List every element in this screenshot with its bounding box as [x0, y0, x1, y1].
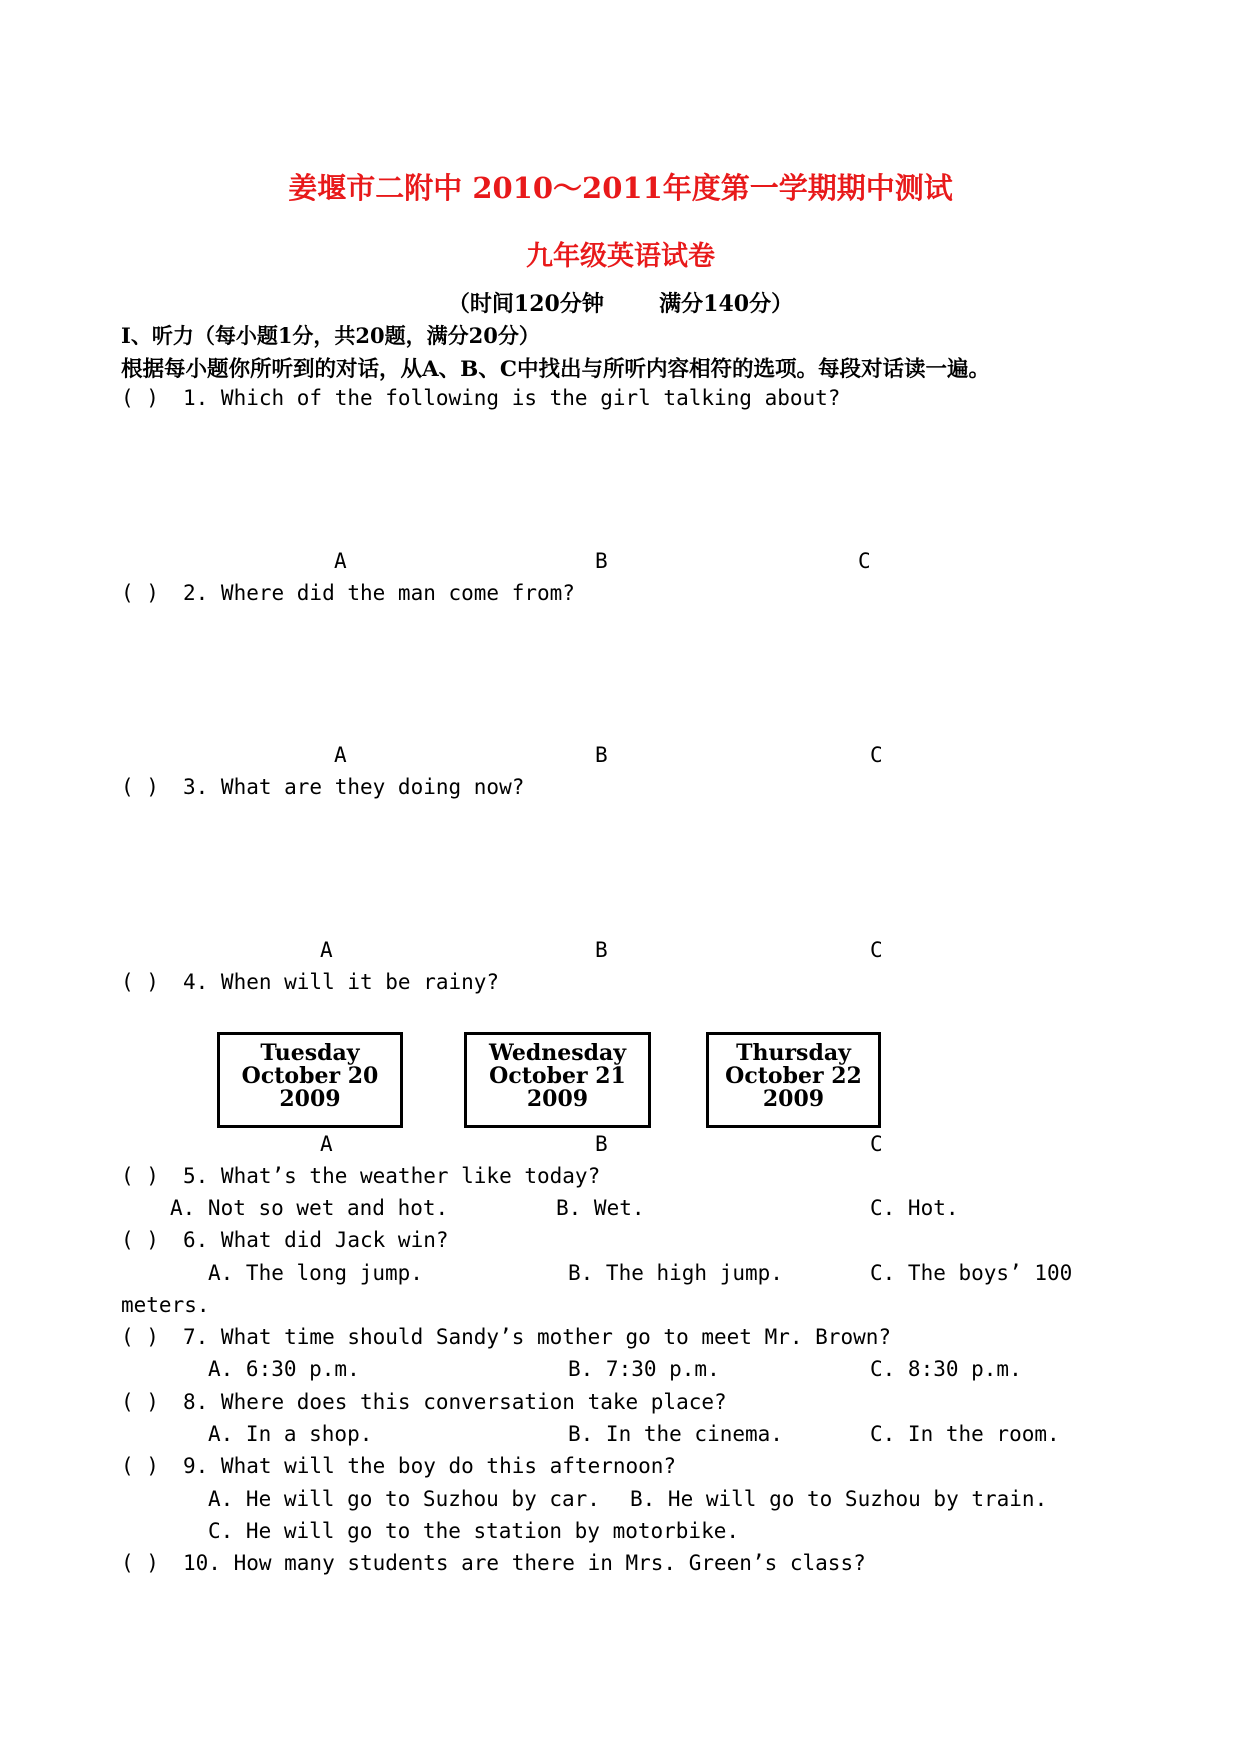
- question-6: [121, 1228, 449, 1252]
- choice-label-b: B: [595, 938, 608, 962]
- option-a: A. In a shop.: [208, 1422, 373, 1446]
- question-8: [121, 1390, 727, 1414]
- option-a: A. He will go to Suzhou by car.: [208, 1487, 600, 1511]
- question-text: 9. What will the boy do this afternoon?: [183, 1454, 677, 1478]
- choice-label-c: C: [870, 1132, 883, 1156]
- question-9: [121, 1454, 676, 1478]
- option-b: B. 7:30 p.m.: [568, 1357, 720, 1381]
- option-c: C. He will go to the station by motorbike.: [208, 1519, 740, 1543]
- date-year: 2009: [762, 1086, 825, 1112]
- choice-label-b: B: [595, 1132, 608, 1156]
- choice-label-a: A: [320, 1132, 333, 1156]
- question-text: 8. Where does this conversation take place?: [183, 1390, 727, 1414]
- question-3: [121, 775, 524, 799]
- exam-title: 姜堰市二附中 2010～2011年度第一学期期中测试: [288, 171, 953, 205]
- question-4: [121, 970, 499, 994]
- date-date: October 20: [241, 1063, 379, 1089]
- question-2: [121, 581, 575, 605]
- option-b: B. He will go to Suzhou by train.: [630, 1487, 1048, 1511]
- section-instruction: 根据每小题你所听到的对话，从A、B、C中找出与所听内容相符的选项。每段对话读一遍。: [121, 357, 990, 382]
- answer-blank[interactable]: ( ): [121, 1164, 159, 1188]
- section-heading: Ⅰ、听力（每小题1分，共20题，满分20分）: [121, 323, 540, 348]
- choice-label-b: B: [595, 549, 608, 573]
- question-7: [121, 1325, 891, 1349]
- date-date: October 21: [489, 1063, 626, 1089]
- question-text: 3. What are they doing now?: [183, 775, 525, 799]
- answer-blank[interactable]: ( ): [121, 581, 159, 605]
- date-box-c: [706, 1032, 881, 1128]
- option-a: A. The long jump.: [208, 1261, 423, 1285]
- question-text: 10. How many students are there in Mrs. Green’s class?: [183, 1551, 866, 1575]
- option-a: A. 6:30 p.m.: [208, 1357, 360, 1381]
- date-box-b: [464, 1032, 651, 1128]
- question-text: 5. What’s the weather like today?: [183, 1164, 601, 1188]
- date-day: Tuesday: [260, 1040, 360, 1066]
- exam-time: （时间120分钟: [447, 291, 604, 317]
- date-day: Wednesday: [488, 1040, 627, 1066]
- date-year: 2009: [526, 1086, 589, 1112]
- choice-label-a: A: [334, 549, 347, 573]
- question-text: 1. Which of the following is the girl talking about?: [183, 386, 841, 410]
- answer-blank[interactable]: ( ): [121, 1551, 159, 1575]
- question-text: 7. What time should Sandy’s mother go to meet Mr. Brown?: [183, 1325, 892, 1349]
- answer-blank[interactable]: ( ): [121, 970, 159, 994]
- question-text: 2. Where did the man come from?: [183, 581, 575, 605]
- option-c-continued: meters.: [121, 1293, 210, 1317]
- exam-score: 满分140分）: [659, 291, 794, 317]
- option-b: B. In the cinema.: [568, 1422, 783, 1446]
- answer-blank[interactable]: ( ): [121, 1454, 159, 1478]
- option-b: B. Wet.: [556, 1196, 645, 1220]
- option-c: C. 8:30 p.m.: [870, 1357, 1022, 1381]
- choice-label-b: B: [595, 743, 608, 767]
- choice-label-a: A: [320, 938, 333, 962]
- choice-label-a: A: [334, 743, 347, 767]
- option-c: C. In the room.: [870, 1422, 1060, 1446]
- question-text: 6. What did Jack win?: [183, 1228, 449, 1252]
- answer-blank[interactable]: ( ): [121, 1325, 159, 1349]
- date-day: Thursday: [736, 1040, 851, 1066]
- question-5: [121, 1164, 600, 1188]
- answer-blank[interactable]: ( ): [121, 1228, 159, 1252]
- option-b: B. The high jump.: [568, 1261, 783, 1285]
- choice-label-c: C: [870, 938, 883, 962]
- answer-blank[interactable]: ( ): [121, 386, 159, 410]
- date-date: October 22: [725, 1063, 862, 1089]
- question-10: [121, 1551, 866, 1575]
- answer-blank[interactable]: ( ): [121, 775, 159, 799]
- exam-time-score: [0, 287, 1241, 318]
- date-year: 2009: [279, 1086, 341, 1112]
- option-a: A. Not so wet and hot.: [170, 1196, 449, 1220]
- choice-label-c: C: [858, 549, 871, 573]
- question-text: 4. When will it be rainy?: [183, 970, 500, 994]
- choice-label-c: C: [870, 743, 883, 767]
- question-1: [121, 386, 840, 410]
- answer-blank[interactable]: ( ): [121, 1390, 159, 1414]
- option-c: C. The boys’ 100: [870, 1261, 1073, 1285]
- option-c: C. Hot.: [870, 1196, 959, 1220]
- date-box-a: [217, 1032, 403, 1128]
- exam-subtitle: 九年级英语试卷: [526, 241, 715, 272]
